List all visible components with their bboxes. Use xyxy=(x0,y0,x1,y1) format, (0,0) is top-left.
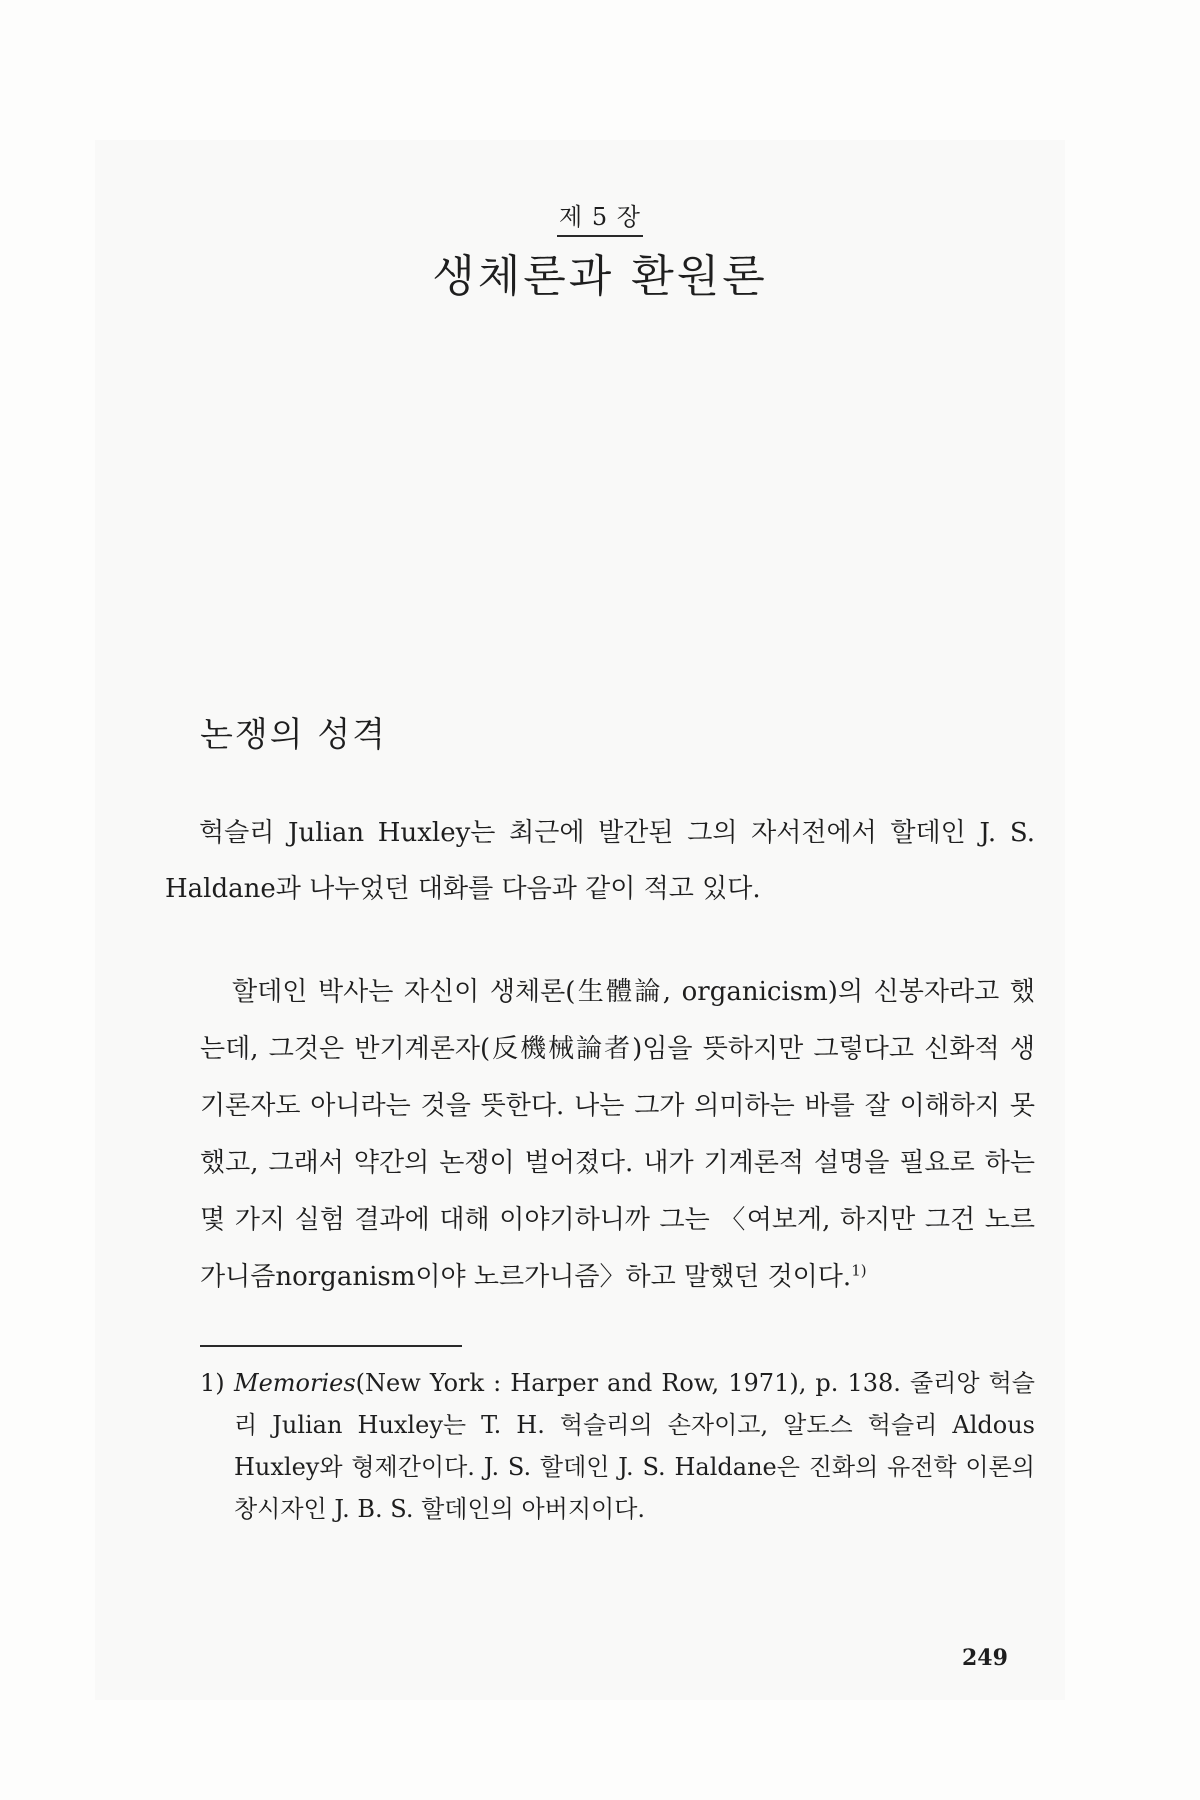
footnote xyxy=(200,1362,1035,1530)
footnote-reference: 1) xyxy=(851,1261,867,1280)
chapter-label xyxy=(0,197,1200,237)
intro-paragraph xyxy=(165,805,1035,917)
footnote-divider xyxy=(200,1345,462,1347)
footnote-book-title: Memories xyxy=(234,1369,356,1397)
chapter-label-text: 제 5 장 xyxy=(557,197,643,237)
quote-paragraph xyxy=(200,964,1035,1306)
page-number: 249 xyxy=(962,1645,1008,1671)
intro-text: 헉슬리 Julian Huxley는 최근에 발간된 그의 자서전에서 할데인 J. S. Haldane과 나누었던 대화를 다음과 같이 적고 있다. xyxy=(165,818,1035,904)
footnote-body: (New York : Harper and Row, 1971), p. 138. 줄리앙 헉슬리 Julian Huxley는 T. H. 헉슬리의 손자이고, 알도스 헉슬리 Aldous Huxley와 형제간이다. J. S. 할데인 J. S. Haldane은 진화의 유전학 이론의 창시자인 J. B. S. 할데인의 아버지이다. xyxy=(234,1369,1035,1523)
quote-text: 할데인 박사는 자신이 생체론(生體論, organicism)의 신봉자라고 했는데, 그것은 반기계론자(反機械論者)임을 뜻하지만 그렇다고 신화적 생기론자도 아니라는 것을 뜻한다. 나는 그가 의미하는 바를 잘 이해하지 못했고, 그래서 약간의 논쟁이 벌어졌다. 내가 기계론적 설명을 필요로 하는 몇 가지 실험 결과에 대해 이야기하니까 그는 〈여보게, 하지만 그건 노르가니즘norganism이야 노르가니즘〉하고 말했던 것이다. xyxy=(200,977,1035,1292)
footnote-text xyxy=(234,1362,1035,1530)
footnote-number: 1) xyxy=(200,1369,225,1397)
chapter-title: 생체론과 환원론 xyxy=(432,251,768,302)
section-heading: 논쟁의 성격 xyxy=(200,715,388,755)
footnote-row xyxy=(200,1362,1035,1530)
